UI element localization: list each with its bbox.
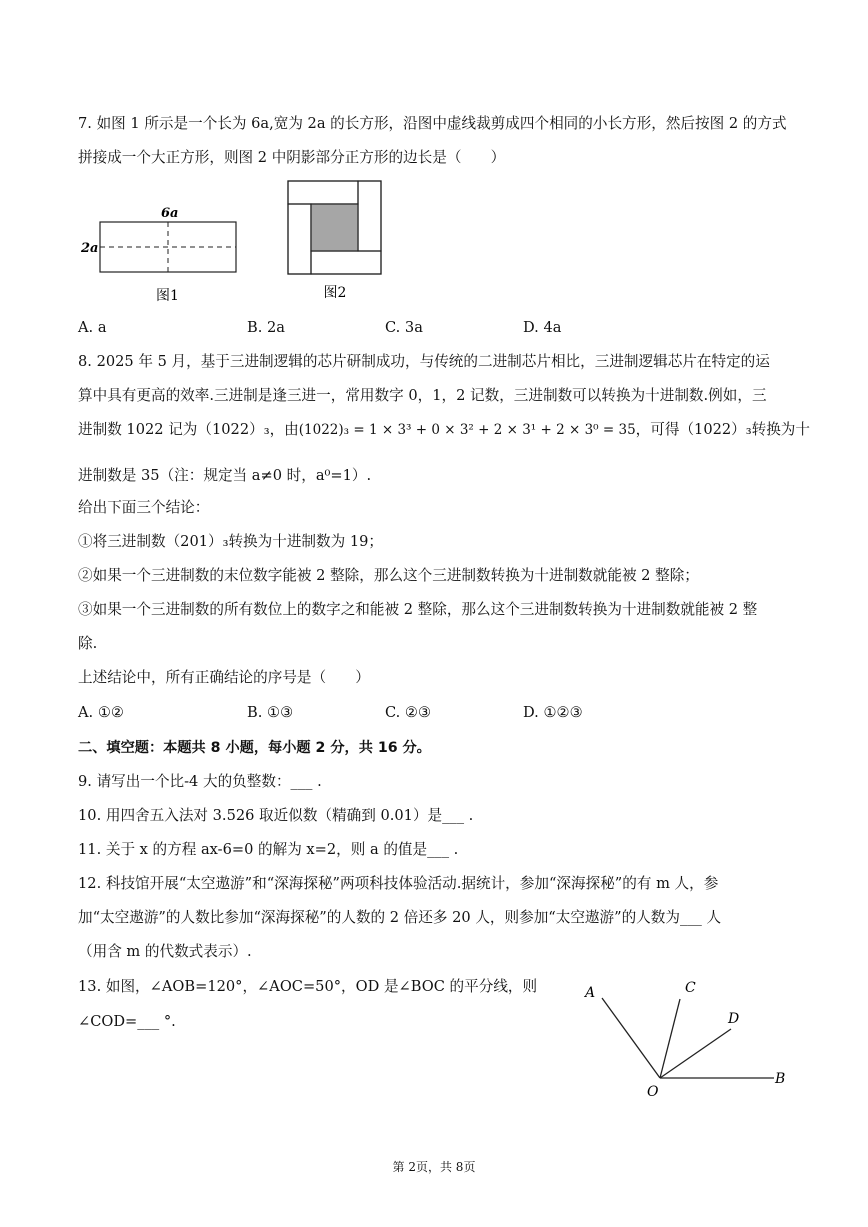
q7-text-line2: 拼接成一个大正方形，则图 2 中阴影部分正方形的边长是（ ）	[78, 149, 506, 166]
ray-oa	[602, 998, 660, 1078]
fig2-caption: 图2	[323, 285, 347, 301]
q8-text-line3	[78, 420, 810, 440]
point-c-label: C	[685, 980, 696, 996]
page-footer: 第 2页，共 8页	[392, 1160, 476, 1174]
q8-line3-start: 进制数 1022 记为（1022）₃，由	[78, 421, 299, 438]
q8-text-line1: 8. 2025 年 5 月，基于三进制逻辑的芯片研制成功，与传统的二进制芯片相比，三进制逻辑芯片在特定的运	[78, 353, 770, 370]
section-2-heading: 二、填空题：本题共 8 小题，每小题 2 分，共 16 分。	[78, 740, 431, 756]
q8-option-d[interactable]: D. ①②③	[523, 704, 583, 721]
q8-option-b[interactable]: B. ①③	[247, 704, 294, 721]
q8-option-a[interactable]: A. ①②	[78, 704, 124, 721]
q13-text-line1: 13. 如图，∠AOB=120°，∠AOC=50°，OD 是∠BOC 的平分线，则	[78, 978, 538, 995]
q8-option-c[interactable]: C. ②③	[385, 704, 432, 721]
point-d-label: D	[728, 1011, 740, 1027]
q7-option-d[interactable]: D. 4a	[523, 319, 562, 336]
q8-conclusion-3b: 除.	[78, 635, 98, 652]
q8-conclusion-2: ②如果一个三进制数的末位数字能被 2 整除，那么这个三进制数转换为十进制数就能被 2 整除；	[78, 567, 699, 584]
q8-text-line2: 算中具有更高的效率.三进制是逢三进一，常用数字 0，1，2 记数，三进制数可以转换为十进制数.例如，三	[78, 387, 767, 404]
q13-angle-figure	[575, 972, 800, 1102]
fig2-rect-right	[358, 181, 381, 251]
fig2-rect-left	[288, 204, 311, 274]
q8-ask: 上述结论中，所有正确结论的序号是（ ）	[78, 669, 370, 686]
point-a-label: A	[585, 985, 596, 1001]
fig1-length-label: 6a	[161, 206, 179, 221]
q7-figure1	[78, 200, 248, 310]
q8-intro: 给出下面三个结论：	[78, 499, 210, 516]
q10-text: 10. 用四舍五入法对 3.526 取近似数（精确到 0.01）是___ .	[78, 807, 474, 824]
q8-conclusion-3a: ③如果一个三进制数的所有数位上的数字之和能被 2 整除，那么这个三进制数转换为十进制数就能被 2 整	[78, 601, 758, 618]
q7-option-b[interactable]: B. 2a	[247, 319, 285, 336]
fig2-rect-top	[288, 181, 358, 204]
q12-text-line3: （用含 m 的代数式表示）.	[78, 943, 252, 960]
q8-line3-end: ，可得（1022）₃转换为十	[635, 421, 810, 438]
q11-text: 11. 关于 x 的方程 ax-6=0 的解为 x=2，则 a 的值是___ .	[78, 841, 459, 858]
q8-formula: (1022)₃ = 1 × 3³ + 0 × 3² + 2 × 3¹ + 2 × 3⁰ = 35	[298, 422, 636, 438]
q12-text-line1: 12. 科技馆开展“太空遨游”和“深海探秘”两项科技体验活动.据统计，参加“深海探秘”的有 m 人，参	[78, 875, 719, 892]
fig2-shaded-square	[311, 204, 358, 251]
q8-text-line4: 进制数是 35（注：规定当 a≠0 时，a⁰=1）.	[78, 467, 372, 484]
fig2-rect-bottom	[311, 251, 381, 274]
q8-conclusion-1: ①将三进制数（201）₃转换为十进制数为 19；	[78, 533, 384, 550]
q13-text-line2: ∠COD=___ °.	[78, 1013, 176, 1030]
q7-figure2	[285, 178, 385, 306]
point-o-label: O	[647, 1084, 659, 1100]
q7-option-a[interactable]: A. a	[78, 319, 107, 336]
q12-text-line2: 加“太空遨游”的人数比参加“深海探秘”的人数的 2 倍还多 20 人，则参加“太空遨游”的人数为___ 人	[78, 909, 722, 926]
fig1-caption: 图1	[156, 288, 179, 304]
point-b-label: B	[775, 1071, 786, 1087]
fig1-width-label: 2a	[81, 241, 99, 256]
q9-text: 9. 请写出一个比-4 大的负整数：___ .	[78, 773, 322, 790]
q7-text-line1: 7. 如图 1 所示是一个长为 6a,宽为 2a 的长方形，沿图中虚线裁剪成四个相同的小长方形，然后按图 2 的方式	[78, 115, 787, 132]
q7-option-c[interactable]: C. 3a	[385, 319, 423, 336]
